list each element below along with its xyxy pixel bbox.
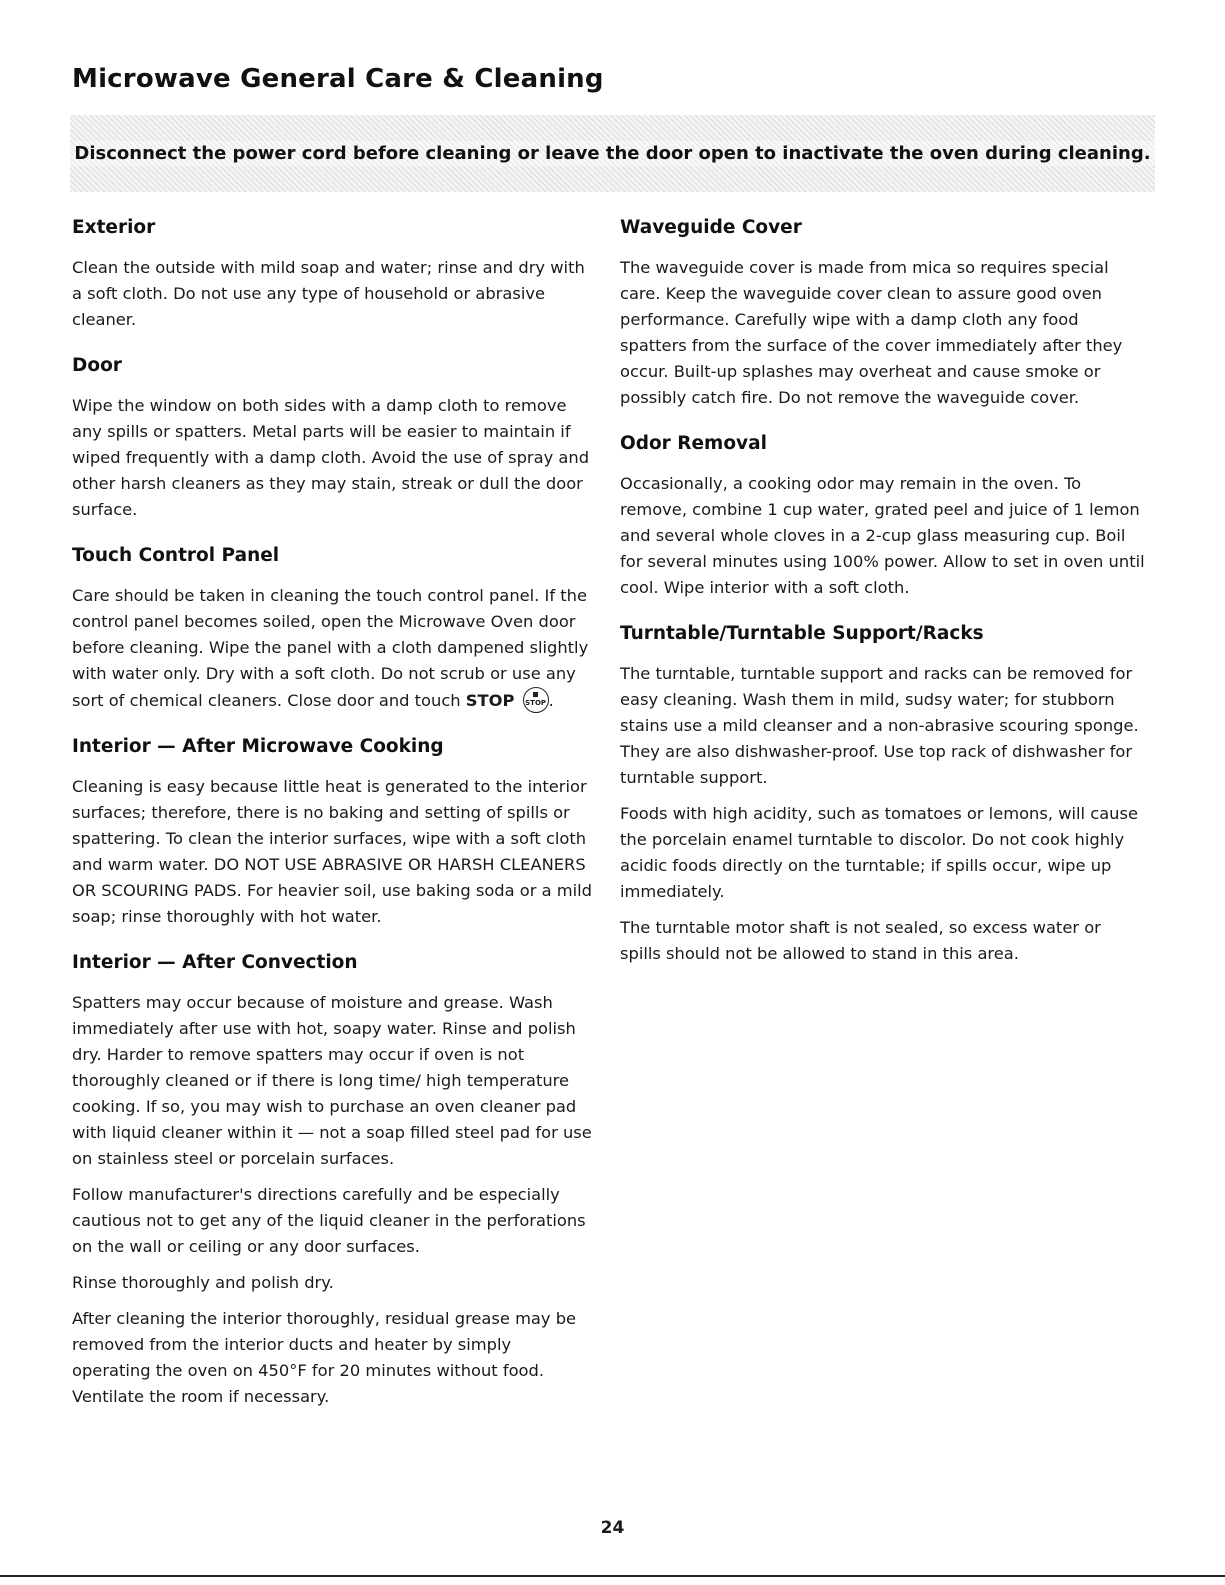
paragraph: Follow manufacturer's directions carefully and be especially cautious not to get any of the liquid cleaner in the perforations on the wall or ceiling or any door surfaces.: [72, 1185, 586, 1256]
paragraph: The waveguide cover is made from mica so requires special care. Keep the waveguide cover clean to assure good oven performance. Carefully wipe with a damp cloth any food spatters from the surface of the cover immediately after they occur. Built-up splashes may overheat and cause smoke or possibly catch fire. Do not remove the waveguide cover.: [620, 258, 1123, 407]
paragraph: Clean the outside with mild soap and water; rinse and dry with a soft cloth. Do not use any type of household or abrasive cleaner.: [72, 258, 585, 329]
paragraph-text: Care should be taken in cleaning the touch control panel. If the control panel becomes soiled, open the Microwave Oven door before cleaning. Wipe the panel with a cloth dampened slightly with water only. Dry with a soft cloth. Do not scrub or use any sort of chemical cleaners. Close door and touch: [72, 586, 589, 710]
paragraph-end: .: [548, 691, 554, 710]
section-heading: Exterior: [72, 217, 156, 238]
paragraph: Cleaning is easy because little heat is generated to the interior surfaces; therefore, there is no baking and setting of spills or spattering. To clean the interior surfaces, wipe with a soft cloth and warm water. DO NOT USE ABRASIVE OR HARSH CLEANERS OR SCOURING PADS. For heavier soil, use baking soda or a mild soap; rinse thoroughly with hot water.: [72, 777, 593, 926]
page-title: Microwave General Care & Cleaning: [72, 64, 604, 94]
section-interior-microwave: [72, 734, 592, 930]
section-odor-removal: [620, 431, 1145, 601]
paragraph: Wipe the window on both sides with a damp cloth to remove any spills or spatters. Metal parts will be easier to maintain if wiped frequently with a damp cloth. Avoid the use of spray and other harsh cleaners as they may stain, streak or dull the door surface.: [72, 396, 590, 519]
section-touch-control-panel: [72, 543, 592, 714]
paragraph: Rinse thoroughly and polish dry.: [72, 1273, 334, 1292]
section-heading: Interior — After Microwave Cooking: [72, 736, 444, 757]
section-interior-convection: [72, 950, 592, 1410]
section-heading: Interior — After Convection: [72, 952, 358, 973]
section-heading: Touch Control Panel: [72, 545, 280, 566]
page-number: 24: [600, 1518, 625, 1538]
section-waveguide-cover: [620, 215, 1145, 411]
left-column: [72, 215, 592, 1430]
stop-square-glyph: [533, 692, 538, 697]
section-heading: Waveguide Cover: [620, 217, 802, 238]
stop-label: STOP: [465, 691, 515, 710]
footer-rule: [0, 1575, 1225, 1577]
section-exterior: [72, 215, 592, 333]
warning-banner: [70, 115, 1155, 192]
section-door: [72, 353, 592, 523]
paragraph: Occasionally, a cooking odor may remain in the oven. To remove, combine 1 cup water, grated peel and juice of 1 lemon and several whole cloves in a 2-cup glass measuring cup. Boil for several minutes using 100% power. Allow to set in oven until cool. Wipe interior with a soft cloth.: [620, 474, 1145, 597]
section-heading: Door: [72, 355, 122, 376]
stop-icon: [523, 687, 549, 713]
paragraph: The turntable motor shaft is not sealed, so excess water or spills should not be allowed to stand in this area.: [620, 918, 1101, 963]
stop-icon-label: STOP: [525, 699, 547, 707]
paragraph: After cleaning the interior thoroughly, residual grease may be removed from the interior ducts and heater by simply operating the oven on 450°F for 20 minutes without food. Ventilate the room if necessary.: [72, 1309, 577, 1406]
section-heading: Odor Removal: [620, 433, 767, 454]
paragraph: [72, 583, 592, 714]
paragraph: Foods with high acidity, such as tomatoes or lemons, will cause the porcelain enamel turntable to discolor. Do not cook highly acidic foods directly on the turntable; if spills occur, wipe up immediately.: [620, 804, 1139, 901]
right-column: [620, 215, 1145, 987]
section-turntable: [620, 621, 1145, 967]
paragraph: Spatters may occur because of moisture and grease. Wash immediately after use with hot, soapy water. Rinse and polish dry. Harder to remove spatters may occur if oven is not thoroughly cleaned or if there is long time/ high temperature cooking. If so, you may wish to purchase an oven cleaner pad with liquid cleaner within it — not a soap filled steel pad for use on stainless steel or porcelain surfaces.: [72, 993, 592, 1168]
warning-text: Disconnect the power cord before cleaning or leave the door open to inactivate the oven during cleaning.: [70, 141, 1154, 166]
paragraph: The turntable, turntable support and racks can be removed for easy cleaning. Wash them in mild, sudsy water; for stubborn stains use a mild cleanser and a non-abrasive scouring sponge. They are also dishwasher-proof. Use top rack of dishwasher for turntable support.: [620, 664, 1139, 787]
section-heading: Turntable/Turntable Support/Racks: [620, 623, 984, 644]
